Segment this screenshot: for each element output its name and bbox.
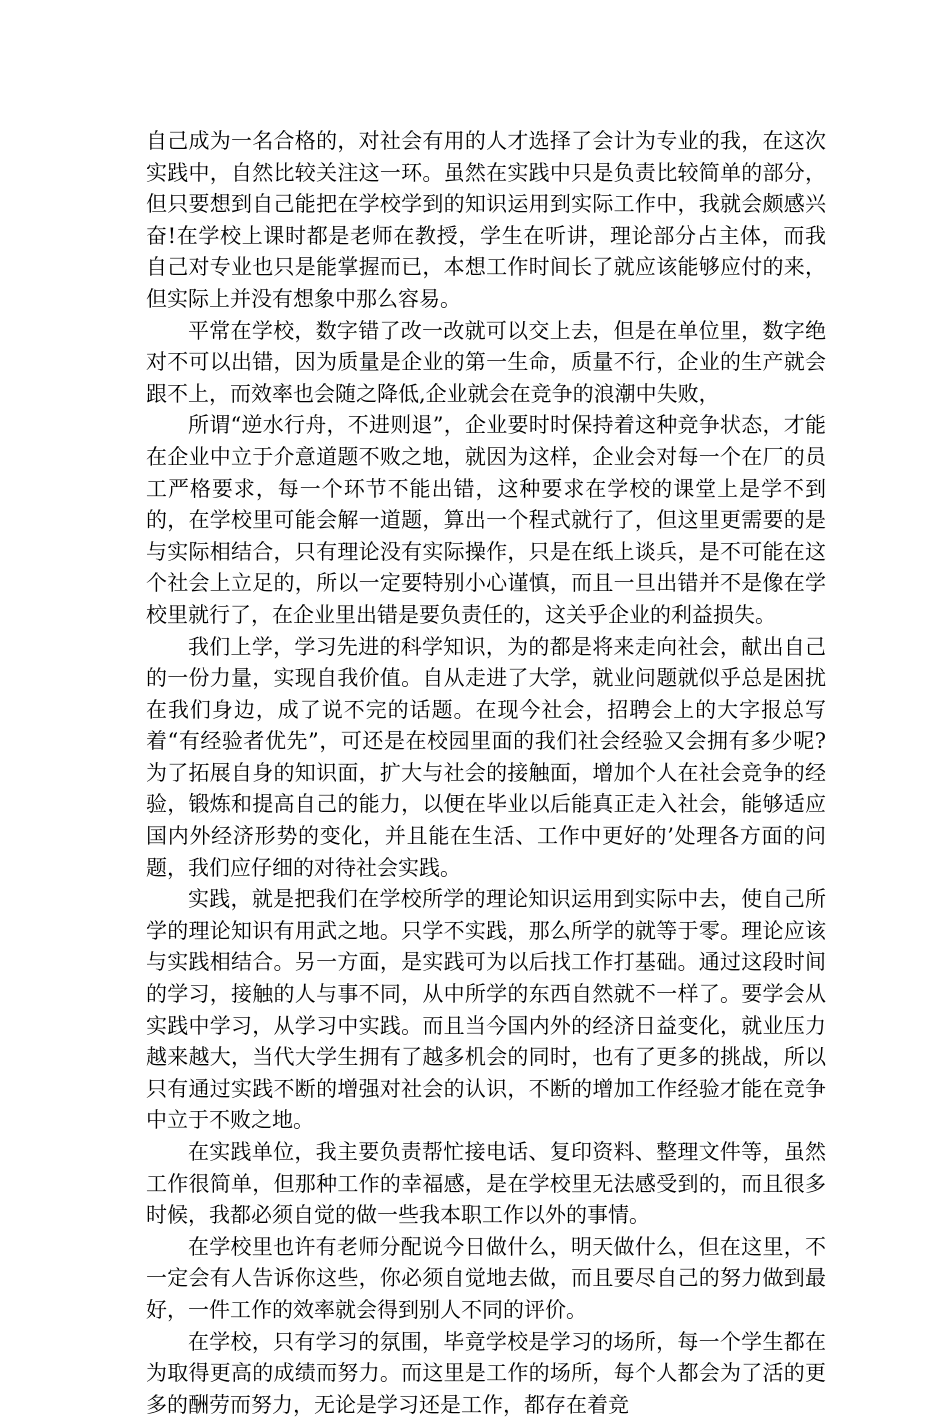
paragraph-4: 我们上学，学习先进的科学知识，为的都是将来走向社会，献出自己的一份力量，实现自我价值。自从走进了大学，就业问题就似乎总是困扰在我们身边，成了说不完的话题。在现今社会，招聘会上的大字报总写着“有经验者优先”，可还是在校园里面的我们社会经验又会拥有多少呢?为了拓展自身的知识面，扩大与社会的接触面，增加个人在社会竞争的经验，锻炼和提高自己的能力，以便在毕业以后能真正走入社会，能够适应国内外经济形势的变化，并且能在生活、工作中更好的’处理各方面的问题，我们应仔细的对待社会实践。 — [146, 634, 826, 880]
paragraph-2: 平常在学校，数字错了改一改就可以交上去，但是在单位里，数字绝对不可以出错，因为质量是企业的第一生命，质量不行，企业的生产就会跟不上，而效率也会随之降低,企业就会在竞争的浪潮中失败， — [146, 318, 826, 406]
paragraph-7: 在学校里也许有老师分配说今日做什么，明天做什么，但在这里，不一定会有人告诉你这些，你必须自觉地去做，而且要尽自己的努力做到最好，一件工作的效率就会得到别人不同的评价。 — [146, 1234, 826, 1322]
paragraph-1: 自己成为一名合格的，对社会有用的人才选择了会计为专业的我，在这次实践中，自然比较关注这一环。虽然在实践中只是负责比较简单的部分，但只要想到自己能把在学校学到的知识运用到实际工作中，我就会颇感兴奋!在学校上课时都是老师在教授，学生在听讲，理论部分占主体，而我自己对专业也只是能掌握而已，本想工作时间长了就应该能够应付的来，但实际上并没有想象中那么容易。 — [146, 129, 826, 311]
document-body — [146, 126, 826, 1421]
paragraph-3: 所谓“逆水行舟，不进则退”，企业要时时保持着这种竞争状态，才能在企业中立于介意道题不败之地，就因为这样，企业会对每一个在厂的员工严格要求，每一个环节不能出错，这种要求在学校的课堂上是学不到的，在学校里可能会解一道题，算出一个程式就行了，但这里更需要的是与实际相结合，只有理论没有实际操作，只是在纸上谈兵，是不可能在这个社会上立足的，所以一定要特别小心谨慎，而且一旦出错并不是像在学校里就行了，在企业里出错是要负责任的，这关乎企业的利益损失。 — [146, 413, 826, 627]
paragraph-6: 在实践单位，我主要负责帮忙接电话、复印资料、整理文件等，虽然工作很简单，但那种工作的幸福感，是在学校里无法感受到的，而且很多时候，我都必须自觉的做一些我本职工作以外的事情。 — [146, 1140, 826, 1228]
paragraph-8: 在学校，只有学习的氛围，毕竟学校是学习的场所，每一个学生都在为取得更高的成绩而努力。而这里是工作的场所，每个人都会为了活的更多的酬劳而努力，无论是学习还是工作，都存在着竞 — [146, 1329, 826, 1417]
paragraph-5: 实践，就是把我们在学校所学的理论知识运用到实际中去，使自己所学的理论知识有用武之地。只学不实践，那么所学的就等于零。理论应该与实践相结合。另一方面，是实践可为以后找工作打基础。通过这段时间的学习，接触的人与事不同，从中所学的东西自然就不一样了。要学会从实践中学习，从学习中实践。而且当今国内外的经济日益变化，就业压力越来越大，当代大学生拥有了越多机会的同时，也有了更多的挑战，所以只有通过实践不断的增强对社会的认识，不断的增加工作经验才能在竞争中立于不败之地。 — [146, 887, 826, 1133]
